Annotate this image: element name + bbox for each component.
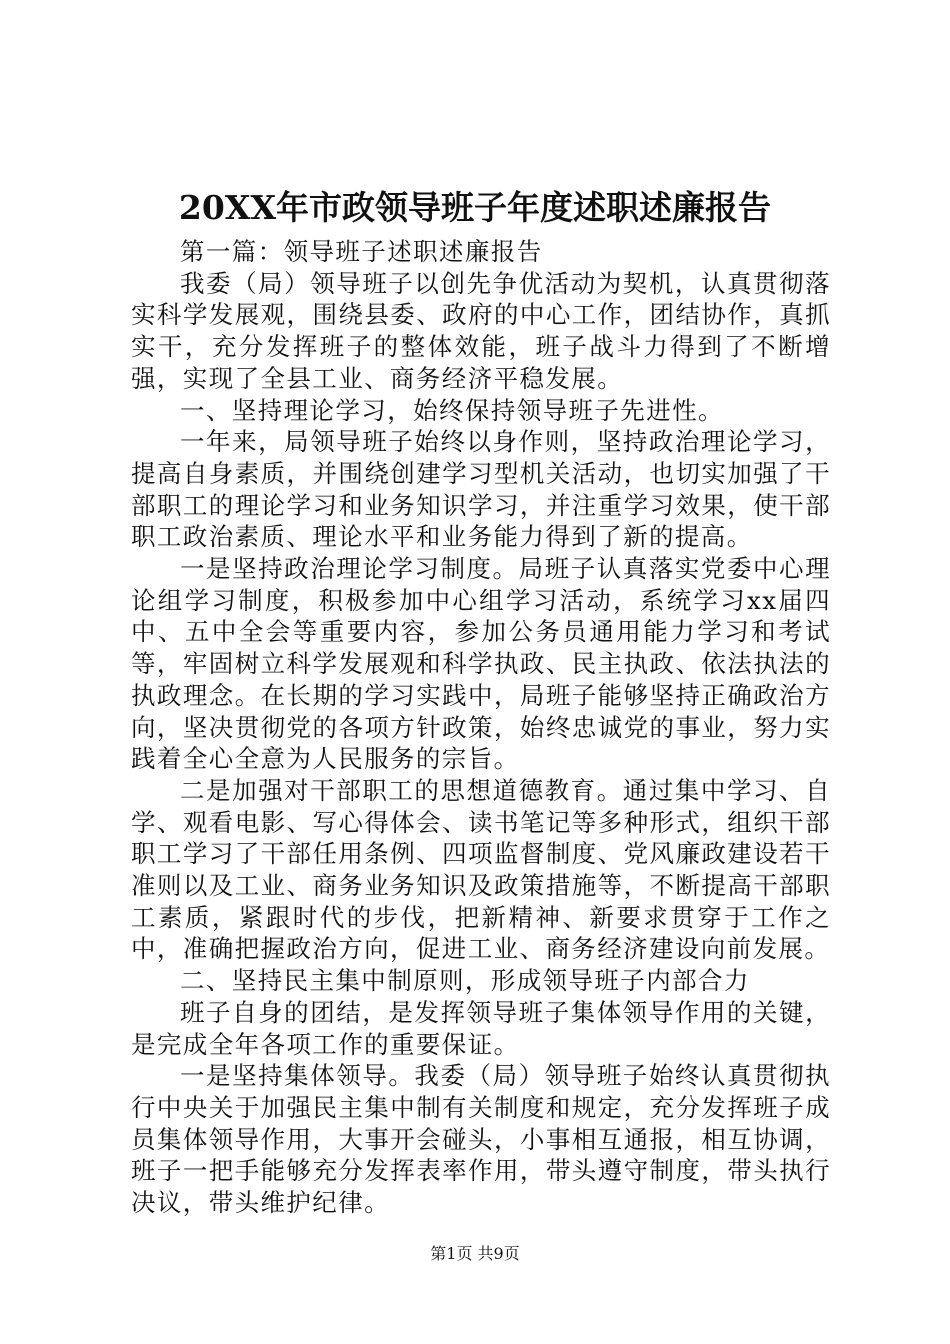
section-heading: 二、坚持民主集中制原则，形成领导班子内部合力: [180, 966, 750, 996]
document-body: [131, 236, 831, 1219]
section-heading: 第一篇：领导班子述职述廉报告: [180, 237, 543, 266]
body-paragraph: 一年来，局领导班子始终以身作则，坚持政治理论学习，提高自身素质，并围绕创建学习型机关活动，也切实加强了干部职工的理论学习和业务知识学习，并注重学习效果，使干部职工政治素质、理论水平和业务能力得到了新的提高。: [131, 427, 831, 552]
body-paragraph: 我委（局）领导班子以创先争优活动为契机，认真贯彻落实科学发展观，围绕县委、政府的中心工作，团结协作，真抓实干，充分发挥班子的整体效能，班子战斗力得到了不断增强，实现了全县工业、商务经济平稳发展。: [131, 268, 831, 393]
document-title: 20XX年市政领导班子年度述职述廉报告: [178, 188, 772, 227]
section-heading: 一、坚持理论学习，始终保持领导班子先进性。: [180, 395, 724, 425]
body-paragraph: 二是加强对干部职工的思想道德教育。通过集中学习、自学、观看电影、写心得体会、读书笔记等多种形式，组织干部职工学习了干部任用条例、四项监督制度、党风廉政建设若干准则以及工业、商务业务知识及政策措施等，不断提高干部职工素质，紧跟时代的步伐，把新精神、新要求贯穿于工作之中，准确把握政治方向，促进工业、商务经济建设向前发展。: [131, 775, 831, 964]
body-paragraph: 一是坚持政治理论学习制度。局班子认真落实党委中心理论组学习制度，积极参加中心组学习活动，系统学习xx届四中、五中全会等重要内容，参加公务员通用能力学习和考试等，牢固树立科学发展观和科学执政、民主执政、依法执法的执政理念。在长期的学习实践中，局班子能够坚持正确政治方向，坚决贯彻党的各项方针政策，始终忠诚党的事业，努力实践着全心全意为人民服务的宗旨。: [131, 554, 831, 774]
page-number-footer: 第1页 共9页: [430, 1244, 520, 1263]
body-paragraph: 一是坚持集体领导。我委（局）领导班子始终认真贯彻执行中央关于加强民主集中制有关制度和规定，充分发挥班子成员集体领导作用，大事开会碰头，小事相互通报，相互协调，班子一把手能够充分发挥表率作用，带头遵守制度，带头执行决议，带头维护纪律。: [131, 1061, 831, 1218]
body-paragraph: 班子自身的团结，是发挥领导班子集体领导作用的关键，是完成全年各项工作的重要保证。: [131, 997, 831, 1059]
